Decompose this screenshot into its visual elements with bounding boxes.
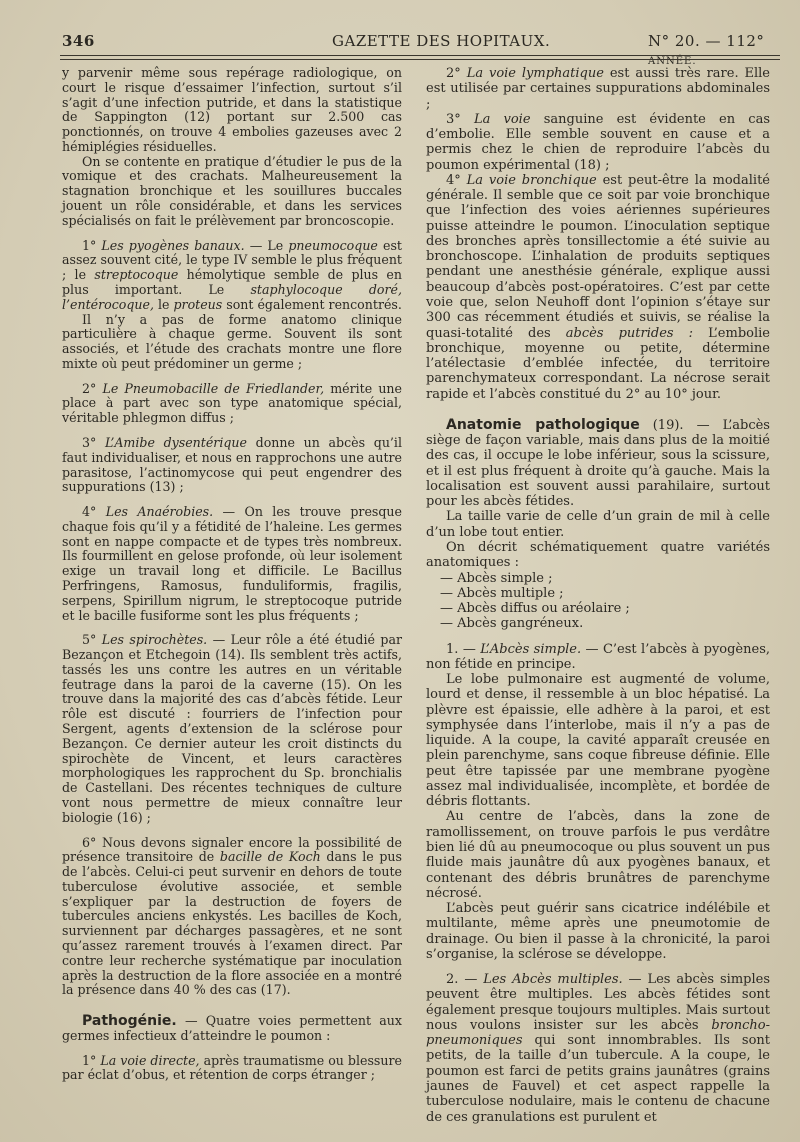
issue-number: N° 20. — 112° — [648, 32, 765, 50]
paragraph: 4° Les Anaérobies. — On les trouve presque chaque fois qu’il y a fétidité de l’haleine. Les germes sont en nappe compacte et de types très nombreux. Ils fourmillent en gelose profonde, où leur isolement exige un travail long et difficile. Le Bacillus Perfringens, Ramosus, funduliformis, fragilis, serpens, Spirillum nigrum, le streptocoque putride et le bacille fusiforme sont les plus fréquents ; — [62, 504, 402, 623]
paragraph: Le lobe pulmonaire est augmenté de volume, lourd et dense, il ressemble à un bloc hépatisé. La plèvre est épaissie, elle adhère à la paroi, et est symphysée dans l’interlobe, mais il n’y a pas de liquide. A la coupe, la cavité apparaît creusée en plein parenchyme, sans coque fibreuse définie. Elle peut être tapissée par une membrane pyogène assez mal individualisée, incomplète, et bordée de débris flottants. — [426, 672, 770, 810]
paragraph: 2° La voie lymphatique est aussi très rare. Elle est utilisée par certaines suppurations abdominales ; — [426, 66, 771, 112]
variety-list — [426, 571, 770, 632]
journal-title: GAZETTE DES HOPITAUX. — [332, 32, 551, 50]
paragraph: On décrit schématiquement quatre variétés anatomiques : — [426, 539, 770, 571]
header-rule-double — [60, 59, 780, 60]
paragraph: 3° L’Amibe dysentérique donne un abcès qu’il faut individualiser, et nous en rapprochons une autre parasitose, l’actinomycose qui peut engendrer des suppurations (13) ; — [62, 434, 402, 495]
paragraph: y parvenir même sous repérage radiologique, on court le risque d’essaimer l’infection, surtout s’il s’agit d’une infection putride, et dans la statistique de Sappington (12) portant sur 2.500 cas ponctionnés, on trouve 4 embolies gazeuses avec 2 hémiplégies résiduelles. — [62, 65, 402, 154]
paragraph: L’abcès peut guérir sans cicatrice indélébile et multilante, même après une pneumotomie de drainage. Ou bien il passe à la chronicité, la paroi s’organise, la sclérose se développe. — [426, 901, 770, 962]
paragraph: La taille varie de celle d’un grain de mil à celle d’un lobe tout entier. — [426, 509, 770, 540]
paragraph: Il n’y a pas de forme anatomo clinique particulière à chaque germe. Souvent ils sont associés, et l’étude des crachats montre une flore mixte où peut prédominer un germe ; — [62, 311, 402, 371]
paragraph: 2. — Les Abcès multiples. — Les abcès simples peuvent être multiples. Les abcès fétides sont également presque toujours multiples. Mais surtout nous voulons insister sur les abcès broncho-pneumoniques qui sont innombrables. Ils sont petits, de la taille d’un tubercule. A la coupe, le poumon est farci de petits grains jaunâtres (grains jaunes de Fauvel) et cet aspect rappelle la tuberculose nodulaire, mais le contenu de chacune de ces granulations est purulent et — [426, 972, 771, 1125]
running-header — [62, 30, 780, 67]
paragraph: 1. — L’Abcès simple. — C’est l’abcès à pyogènes, non fétide en principe. — [426, 641, 770, 672]
section-heading: Pathogénie. — [82, 1013, 177, 1030]
section-anatomie: Anatomie pathologique (19). — L’abcès siège de façon variable, mais dans plus de la moitié des cas, il occupe le lobe inférieur, sous la scissure, et il est plus fréquent à droite qu’à gauche. Mais la localisation est souvent aussi parahilaire, surtout pour les abcès fétides. — [426, 416, 770, 510]
paragraph: 4° La voie bronchique est peut-être la modalité générale. Il semble que ce soit par voie bronchique que l’infection des voies aériennes supérieures puisse atteindre le poumon. L’inoculation septique des bronches après tonsillectomie a été suivie au bronchoscope. L’inhalation de produits septiques pendant une anesthésie générale, explique aussi beaucoup d’abcès post-opératoires. C’est par cette voie que, selon Neuhoff dont l’opinion s’étaye sur 300 cas récemment étudiés et suivis, se réalise la quasi-totalité des abcès putrides : L’embolie bronchique, moyenne ou petite, détermine l’atélectasie d’emblée infectée, du territoire parenchymateux correspondant. La nécrose serait rapide et l’abcès constitué du 2° au 10° jour. — [426, 172, 770, 402]
section-heading: Anatomie pathologique — [446, 416, 640, 433]
list-item: — Abcès gangréneux. — [440, 616, 584, 632]
issue-label — [648, 32, 780, 68]
paragraph: 3° La voie sanguine est évidente en cas d’embolie. Elle semble souvent en cause et a permis chez le chien de reproduire l’abcès du poumon expérimental (18) ; — [426, 111, 771, 173]
list-item: — Abcès simple ; — [440, 570, 553, 586]
paragraph: 6° Nous devons signaler encore la possibilité de présence transitoire de bacille de Koch dans le pus de l’abcès. Celui-ci peut survenir en dehors de toute tuberculose évolutive associée, et semble s’expliquer par la destruction de foyers de tubercules anciens enkystés. Les bacilles de Koch, surviennent par décharges passagères, et ne sont qu’assez rarement trouvés à l’examen direct. Par contre leur recherche systématique par inoculation après la destruction de la flore associée en a montré la présence dans 40 % des cas (17). — [62, 834, 403, 998]
paragraph: On se contente en pratique d’étudier le pus de la vomique et des crachats. Malheureusement la stagnation bronchique et les souillures buccales jouent un rôle considérable, et dans les services spécialisés on fait le prélèvement par broncoscopie. — [62, 153, 402, 228]
page-number: 346 — [62, 32, 95, 50]
paragraph: 2° Le Pneumobacille de Friedlander, mérite une place à part avec son type anatomique spécial, véritable phlegmon diffus ; — [62, 380, 402, 426]
section-pathogenie: Pathogénie. — Quatre voies permettent aux germes infectieux d’atteindre le poumon : — [62, 1013, 402, 1043]
list-item: — Abcès diffus ou aréolaire ; — [440, 601, 630, 617]
left-column — [62, 66, 402, 1083]
paragraph: 1° La voie directe, après traumatisme ou blessure par éclat d’obus, et rétention de corps étranger ; — [62, 1052, 402, 1083]
header-rule — [60, 55, 780, 56]
list-item: — Abcès multiple ; — [440, 585, 564, 601]
issue-suffix: ANNÉE. — [648, 56, 697, 67]
right-column — [426, 66, 770, 1125]
paragraph: Au centre de l’abcès, dans la zone de ramollissement, on trouve parfois le pus verdâtre bien lié dû au pneumocoque ou plus souvent un pus fluide mais jaunâtre dû aux pyogènes banaux, et contenant des débris brunâtres de parenchyme nécrosé. — [426, 809, 770, 901]
paragraph: 1° Les pyogènes banaux. — Le pneumocoque est assez souvent cité, le type IV semble le plus fréquent ; le streptocoque hémolytique semble de plus en plus important. Le staphylocoque doré, l’entérocoque, le proteus sont également rencontrés. — [62, 237, 402, 312]
paragraph: 5° Les spirochètes. — Leur rôle a été étudié par Bezançon et Etchegoin (14). Ils semblent très actifs, tassés les uns contre les autres en un véritable feutrage dans la paroi de la caverne (15). On les trouve dans la majorité des cas d’abcès fétide. Leur rôle est discuté : fourriers de l’infection pour Sergent, agents d’extension de la sclérose pour Bezançon. Ce dernier auteur les croit distincts du spirochète de Vincent, et leurs caractères morphologiques les rapprochent du Sp. bronchialis de Castellani. Des récentes techniques de culture vont nous permettre de mieux connaître leur biologie (16) ; — [62, 632, 402, 825]
